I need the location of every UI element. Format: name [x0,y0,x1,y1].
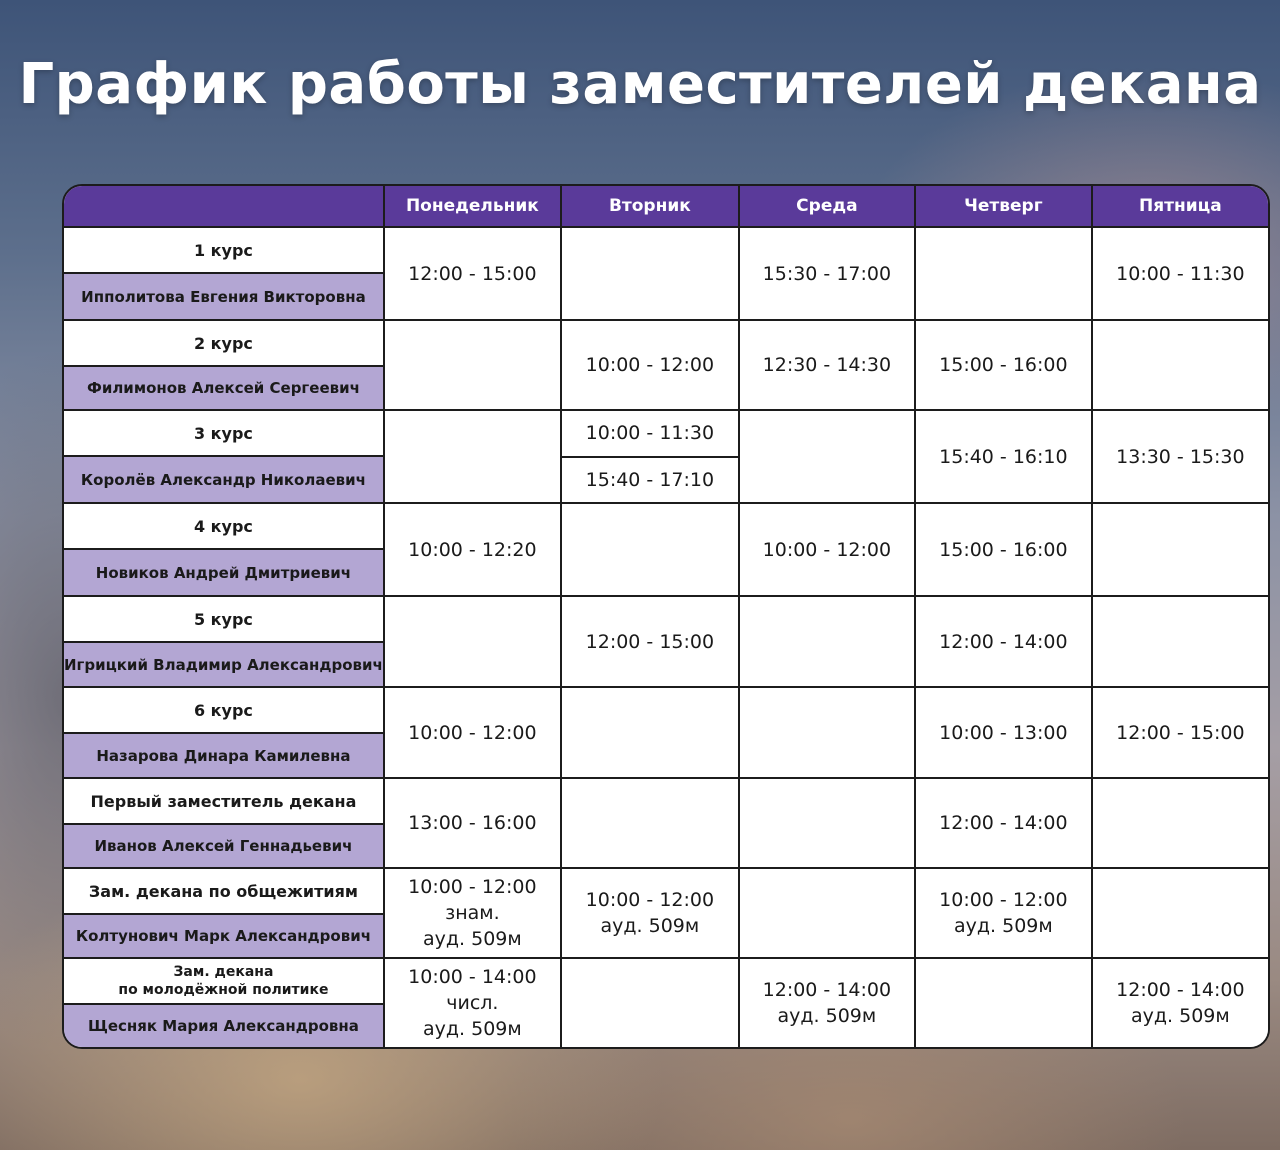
time-cell-wed [739,958,915,1047]
table-row [64,596,1268,687]
time-cell-wed: 15:30 - 17:00 [739,227,915,320]
person-name: Филимонов Алексей Сергеевич [64,367,383,409]
row-label [64,778,384,868]
time-range: 10:00 - 14:00 [408,966,537,988]
time-cell-thu [915,958,1092,1047]
time-cell-tue [561,958,739,1047]
table-row [64,687,1268,778]
time-range: 10:00 - 12:00 [939,889,1068,911]
room: ауд. 509м [777,1005,877,1027]
time-cell-thu: 12:00 - 14:00 [915,778,1092,868]
time-cell-fri [1092,868,1268,958]
table-row [64,778,1268,868]
table-row [64,503,1268,596]
time-cell-tue [561,410,739,503]
header-friday: Пятница [1092,186,1268,227]
room: ауд. 509м [1131,1005,1230,1027]
header-tuesday: Вторник [561,186,739,227]
time-cell-mon [384,320,561,410]
row-label [64,227,384,320]
time-range: 10:00 - 12:00 [408,876,537,898]
person-name: Королёв Александр Николаевич [64,457,383,502]
room: ауд. 509м [423,1018,522,1040]
time-cell-fri [1092,958,1268,1047]
course-label: 6 курс [64,688,383,734]
table-header-row [64,186,1268,227]
time-range: 12:00 - 14:00 [1116,979,1245,1001]
course-label: 5 курс [64,597,383,643]
time-range: 12:00 - 14:00 [762,979,892,1001]
course-label-line2: по молодёжной политике [118,982,329,998]
header-wednesday: Среда [739,186,915,227]
time-cell-wed [739,778,915,868]
time-cell-wed [739,596,915,687]
time-cell-mon: 13:00 - 16:00 [384,778,561,868]
time-slot: 10:00 - 11:30 [562,411,738,458]
row-label [64,320,384,410]
time-cell-fri: 13:30 - 15:30 [1092,410,1268,503]
time-cell-thu [915,868,1092,958]
page-title: График работы заместителей декана [18,52,1262,117]
time-range: 10:00 - 12:00 [585,889,715,911]
course-label: Зам. декана по общежитиям [64,869,383,915]
row-label [64,596,384,687]
time-cell-fri [1092,596,1268,687]
time-cell-tue [561,503,739,596]
table-row [64,410,1268,503]
person-name: Иванов Алексей Геннадьевич [64,825,383,867]
course-label: 3 курс [64,411,383,457]
room: ауд. 509м [423,928,522,950]
time-cell-fri [1092,503,1268,596]
time-cell-wed: 10:00 - 12:00 [739,503,915,596]
time-cell-mon: 10:00 - 12:00 [384,687,561,778]
course-label: 2 курс [64,321,383,367]
room: ауд. 509м [954,915,1053,937]
week-type: числ. [446,992,499,1014]
time-slot: 15:40 - 17:10 [585,468,715,491]
schedule-table [62,184,1270,1049]
time-cell-thu: 12:00 - 14:00 [915,596,1092,687]
room: ауд. 509м [600,915,700,937]
row-label [64,868,384,958]
time-cell-wed [739,410,915,503]
time-cell-thu: 15:40 - 16:10 [915,410,1092,503]
time-cell-mon: 12:00 - 15:00 [384,227,561,320]
course-label: Первый заместитель декана [64,779,383,825]
time-cell-mon: 10:00 - 12:20 [384,503,561,596]
header-monday: Понедельник [384,186,561,227]
row-label [64,958,384,1047]
table-row [64,320,1268,410]
time-cell-wed [739,868,915,958]
person-name: Назарова Динара Камилевна [64,734,383,777]
time-cell-thu: 15:00 - 16:00 [915,320,1092,410]
row-label [64,503,384,596]
time-cell-tue: 12:00 - 15:00 [561,596,739,687]
time-cell-tue: 10:00 - 12:00 [561,320,739,410]
time-cell-mon [384,958,561,1047]
time-cell-thu: 15:00 - 16:00 [915,503,1092,596]
row-label [64,687,384,778]
person-name: Щесняк Мария Александровна [64,1005,383,1047]
table-row [64,958,1268,1047]
time-cell-mon [384,410,561,503]
table-row [64,868,1268,958]
time-cell-thu: 10:00 - 13:00 [915,687,1092,778]
person-name: Ипполитова Евгения Викторовна [64,274,383,319]
course-label: 1 курс [64,228,383,274]
time-cell-fri [1092,320,1268,410]
time-cell-tue [561,227,739,320]
row-label [64,410,384,503]
time-cell-wed [739,687,915,778]
time-cell-tue [561,778,739,868]
course-label [64,959,383,1005]
time-cell-fri: 12:00 - 15:00 [1092,687,1268,778]
time-cell-mon [384,596,561,687]
header-label-column [64,186,384,227]
time-cell-fri [1092,778,1268,868]
time-cell-thu [915,227,1092,320]
time-cell-wed: 12:30 - 14:30 [739,320,915,410]
course-label-line1: Зам. декана [173,964,274,980]
time-cell-tue [561,868,739,958]
week-type: знам. [445,902,500,924]
person-name: Игрицкий Владимир Александрович [64,643,383,686]
table-row [64,227,1268,320]
header-thursday: Четверг [915,186,1092,227]
time-cell-tue [561,687,739,778]
person-name: Новиков Андрей Дмитриевич [64,550,383,595]
person-name: Колтунович Марк Александрович [64,915,383,957]
time-cell-fri: 10:00 - 11:30 [1092,227,1268,320]
course-label: 4 курс [64,504,383,550]
time-cell-mon [384,868,561,958]
